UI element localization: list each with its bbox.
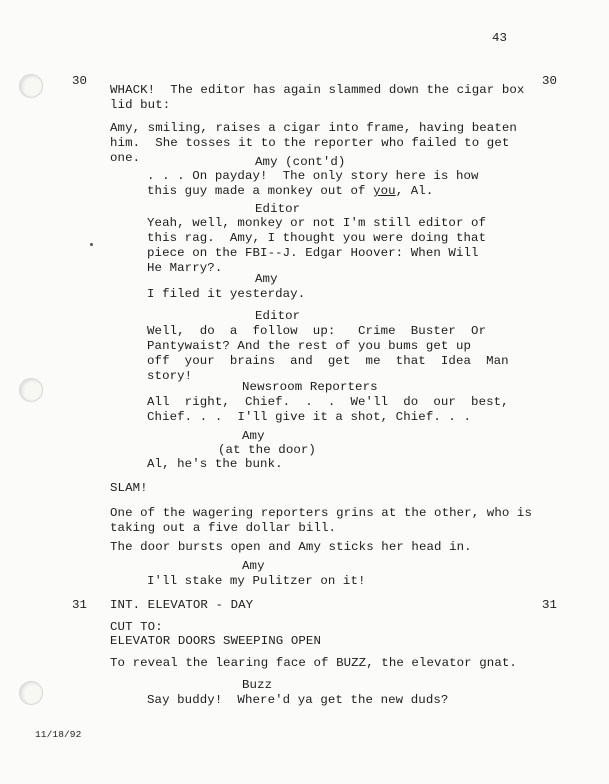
dialogue-line: Pantywaist? And the rest of you bums get up [147, 339, 472, 353]
action-line: him. She tosses it to the reporter who failed to get [110, 136, 510, 150]
action-line: one. [110, 151, 141, 165]
dialogue-line: Say buddy! Where'd ya get the new duds? [147, 693, 449, 707]
action-line: The door bursts open and Amy sticks her head in. [110, 540, 472, 554]
action-line: taking out a five dollar bill. [110, 521, 337, 535]
scene-number-right: 30 [542, 74, 558, 88]
character-name: Buzz [242, 678, 273, 692]
punch-hole-top [19, 74, 43, 98]
dialogue-line: Yeah, well, monkey or not I'm still editor of [147, 216, 487, 230]
punch-hole-middle [19, 378, 43, 402]
dialogue-line: I filed it yesterday. [147, 287, 306, 301]
action-line: ELEVATOR DOORS SWEEPING OPEN [110, 634, 321, 648]
scene-number-left: 31 [72, 598, 88, 612]
action-line: SLAM! [110, 481, 148, 495]
character-name: Amy [242, 559, 265, 573]
action-line: To reveal the learing face of BUZZ, the elevator gnat. [110, 656, 517, 670]
dialogue-line: this guy made a monkey out of you, Al. [147, 184, 434, 198]
underlined-word: you [373, 184, 396, 198]
action-line: lid but: [110, 98, 171, 112]
dialogue-line: story! [147, 369, 193, 383]
stray-mark [90, 243, 93, 246]
character-name: Amy (cont'd) [255, 155, 346, 169]
action-line: WHACK! The editor has again slammed down the cigar box [110, 83, 525, 97]
dialogue-line: He Marry?. [147, 261, 223, 275]
punch-hole-bottom [19, 681, 43, 705]
dialogue-line: . . . On payday! The only story here is how [147, 169, 479, 183]
action-line: One of the wagering reporters grins at the other, who is [110, 506, 532, 520]
scene-heading: INT. ELEVATOR - DAY [110, 598, 254, 612]
revision-date: 11/18/92 [35, 729, 82, 740]
dialogue-line: All right, Chief. . . We'll do our best, [147, 395, 509, 409]
dialogue-line: Al, he's the bunk. [147, 457, 283, 471]
character-name: Newsroom Reporters [242, 380, 378, 394]
transition: CUT TO: [110, 620, 163, 634]
parenthetical: (at the door) [218, 443, 316, 457]
action-line: Amy, smiling, raises a cigar into frame, having beaten [110, 121, 517, 135]
dialogue-line: Chief. . . I'll give it a shot, Chief. . . [147, 410, 472, 424]
character-name: Amy [242, 429, 265, 443]
character-name: Amy [255, 272, 278, 286]
dialogue-line: piece on the FBI--J. Edgar Hoover: When Will [147, 246, 479, 260]
character-name: Editor [255, 309, 301, 323]
character-name: Editor [255, 202, 301, 216]
dialogue-line: Well, do a follow up: Crime Buster Or [147, 324, 487, 338]
scene-number-left: 30 [72, 74, 88, 88]
scene-number-right: 31 [542, 598, 558, 612]
dialogue-line: I'll stake my Pulitzer on it! [147, 574, 366, 588]
dialogue-line: off your brains and get me that Idea Man [147, 354, 509, 368]
page-number: 43 [492, 31, 508, 45]
dialogue-line: this rag. Amy, I thought you were doing that [147, 231, 487, 245]
